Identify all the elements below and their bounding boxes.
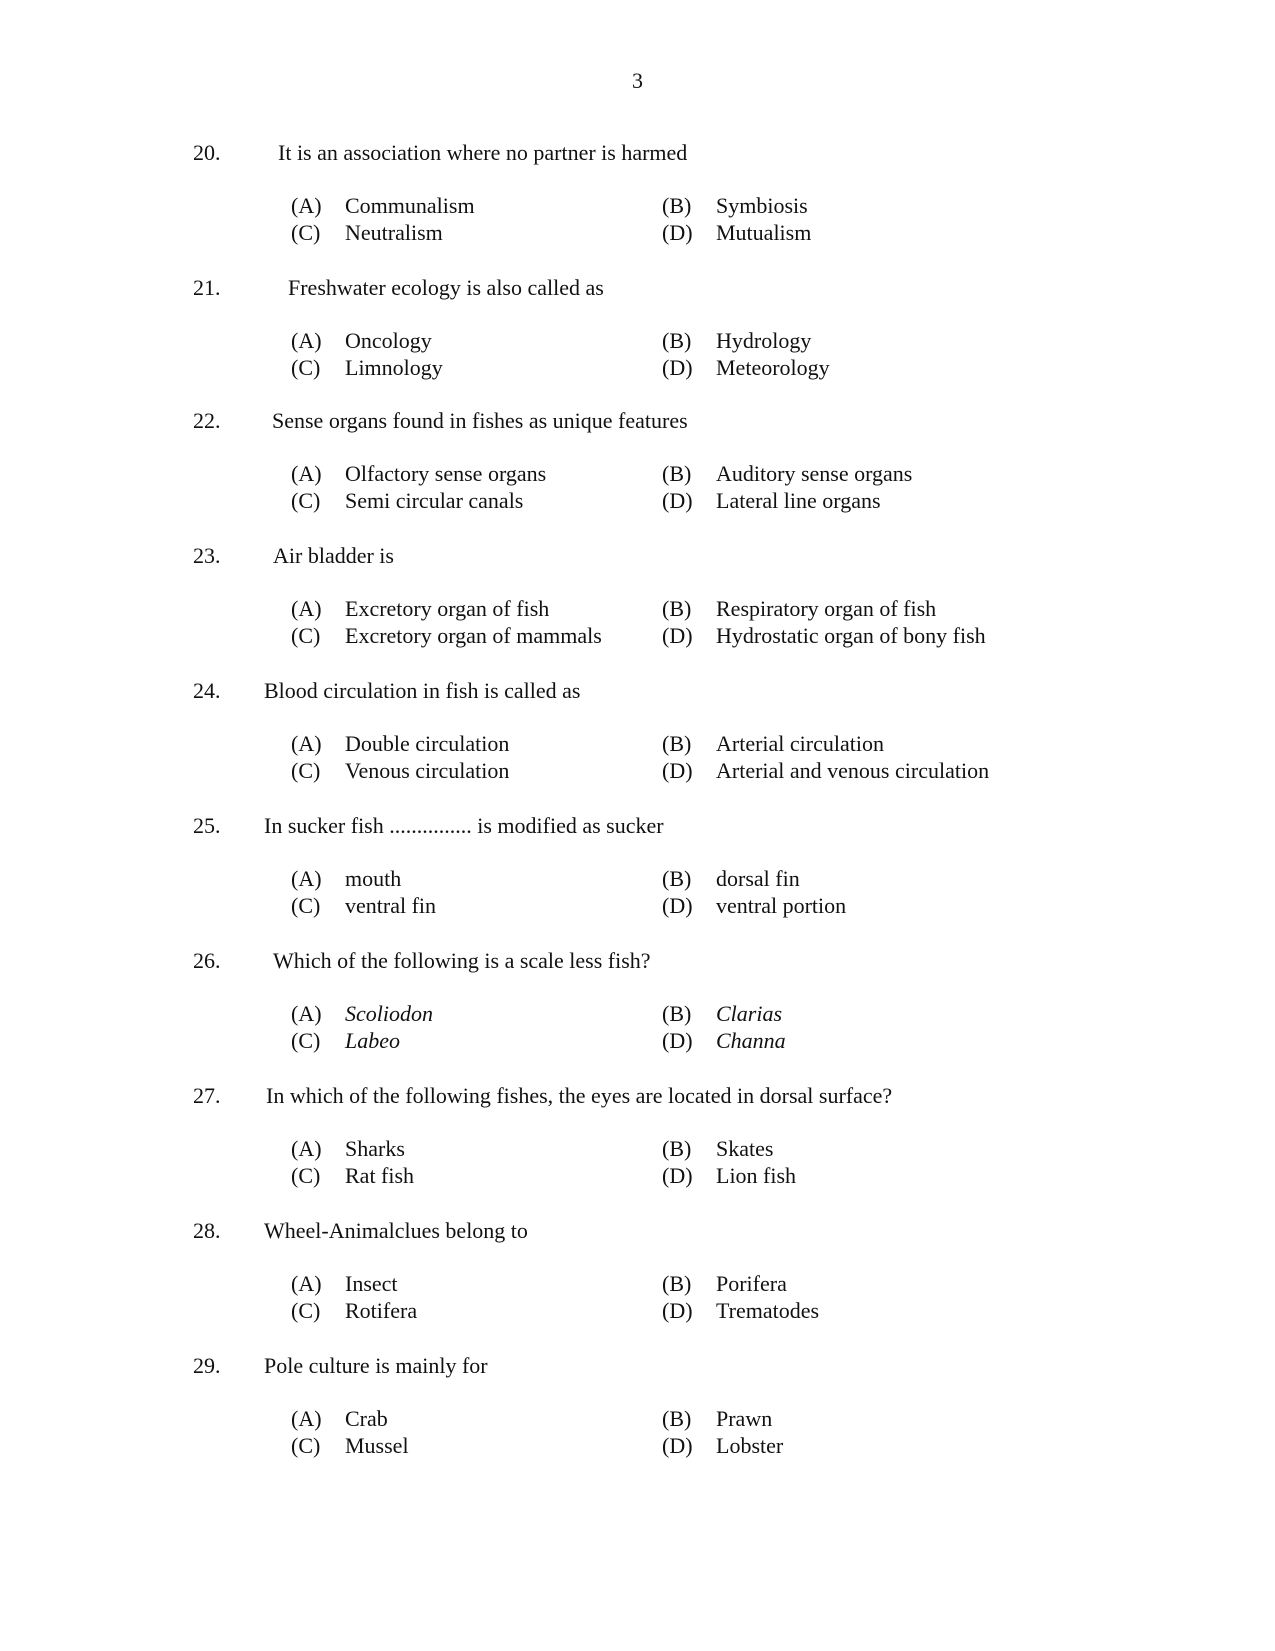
option-letter: (B) — [662, 461, 692, 486]
option-letter: (D) — [662, 1028, 693, 1053]
option-text: Lobster — [716, 1433, 784, 1458]
option-text: Communalism — [345, 193, 475, 218]
option-letter: (A) — [291, 1001, 322, 1026]
option-text: Mussel — [345, 1433, 409, 1458]
option-letter: (C) — [291, 1163, 321, 1188]
option-text: Skates — [716, 1136, 774, 1161]
option-text: Scoliodon — [345, 1001, 433, 1026]
option-letter: (B) — [662, 1406, 692, 1431]
question-number: 24. — [193, 678, 221, 703]
option-letter: (C) — [291, 1433, 321, 1458]
question-22 — [0, 408, 1275, 528]
option-text: Respiratory organ of fish — [716, 596, 937, 621]
option-letter: (B) — [662, 1271, 692, 1296]
option-text: Labeo — [345, 1028, 400, 1053]
question-23 — [0, 543, 1275, 663]
option-text: Clarias — [716, 1001, 783, 1026]
option-letter: (C) — [291, 1028, 321, 1053]
option-text: ventral portion — [716, 893, 847, 918]
option-text: Neutralism — [345, 220, 443, 245]
option-letter: (A) — [291, 193, 322, 218]
option-letter: (C) — [291, 355, 321, 380]
question-28 — [0, 1218, 1275, 1338]
option-text: Semi circular canals — [345, 488, 524, 513]
option-text: ventral fin — [345, 893, 437, 918]
option-text: Mutualism — [716, 220, 812, 245]
option-text: Oncology — [345, 328, 432, 353]
option-text: dorsal fin — [716, 866, 800, 891]
question-number: 28. — [193, 1218, 221, 1243]
question-29 — [0, 1353, 1275, 1473]
option-text: Limnology — [345, 355, 443, 380]
option-letter: (A) — [291, 866, 322, 891]
option-text: Auditory sense organs — [716, 461, 913, 486]
question-27 — [0, 1083, 1275, 1203]
question-text: Blood circulation in fish is called as — [264, 678, 581, 703]
option-letter: (B) — [662, 1136, 692, 1161]
option-letter: (C) — [291, 893, 321, 918]
option-letter: (A) — [291, 461, 322, 486]
option-text: Hydrology — [716, 328, 812, 353]
question-text: It is an association where no partner is harmed — [278, 140, 688, 165]
option-text: Symbiosis — [716, 193, 808, 218]
option-text: Arterial circulation — [716, 731, 884, 756]
option-text: mouth — [345, 866, 402, 891]
option-text: Sharks — [345, 1136, 405, 1161]
question-text: In sucker fish ............... is modified as sucker — [264, 813, 664, 838]
option-letter: (D) — [662, 758, 693, 783]
option-letter: (D) — [662, 1298, 693, 1323]
question-number: 23. — [193, 543, 221, 568]
option-text: Trematodes — [716, 1298, 820, 1323]
question-number: 22. — [193, 408, 221, 433]
option-text: Excretory organ of mammals — [345, 623, 602, 648]
option-letter: (B) — [662, 866, 692, 891]
option-text: Meteorology — [716, 355, 830, 380]
question-25 — [0, 813, 1275, 933]
option-letter: (A) — [291, 731, 322, 756]
option-letter: (D) — [662, 220, 693, 245]
option-letter: (B) — [662, 1001, 692, 1026]
option-text: Channa — [716, 1028, 786, 1053]
question-20 — [0, 140, 1275, 260]
question-26 — [0, 948, 1275, 1068]
page-number: 3 — [632, 68, 643, 93]
option-letter: (A) — [291, 328, 322, 353]
question-text: Sense organs found in fishes as unique features — [272, 408, 688, 433]
option-letter: (D) — [662, 893, 693, 918]
option-text: Porifera — [716, 1271, 787, 1296]
option-letter: (C) — [291, 623, 321, 648]
option-text: Lion fish — [716, 1163, 797, 1188]
option-letter: (C) — [291, 1298, 321, 1323]
option-letter: (B) — [662, 731, 692, 756]
option-text: Hydrostatic organ of bony fish — [716, 623, 986, 648]
option-text: Crab — [345, 1406, 388, 1431]
option-letter: (C) — [291, 220, 321, 245]
option-text: Double circulation — [345, 731, 510, 756]
option-letter: (B) — [662, 193, 692, 218]
option-letter: (C) — [291, 758, 321, 783]
question-text: Air bladder is — [273, 543, 394, 568]
option-text: Insect — [345, 1271, 398, 1296]
option-letter: (A) — [291, 596, 322, 621]
option-text: Lateral line organs — [716, 488, 881, 513]
option-letter: (B) — [662, 596, 692, 621]
question-24 — [0, 678, 1275, 798]
question-number: 20. — [193, 140, 221, 165]
option-text: Prawn — [716, 1406, 773, 1431]
option-letter: (A) — [291, 1406, 322, 1431]
question-text: Wheel-Animalclues belong to — [264, 1218, 528, 1243]
question-number: 26. — [193, 948, 221, 973]
option-letter: (D) — [662, 488, 693, 513]
option-text: Olfactory sense organs — [345, 461, 547, 486]
question-text: In which of the following fishes, the eyes are located in dorsal surface? — [266, 1083, 893, 1108]
question-21 — [0, 275, 1275, 395]
option-letter: (B) — [662, 328, 692, 353]
option-letter: (D) — [662, 355, 693, 380]
option-text: Venous circulation — [345, 758, 510, 783]
question-text: Which of the following is a scale less fish? — [273, 948, 651, 973]
option-text: Arterial and venous circulation — [716, 758, 990, 783]
question-number: 29. — [193, 1353, 221, 1378]
option-letter: (A) — [291, 1271, 322, 1296]
option-letter: (C) — [291, 488, 321, 513]
question-text: Freshwater ecology is also called as — [288, 275, 604, 300]
option-letter: (A) — [291, 1136, 322, 1161]
option-text: Excretory organ of fish — [345, 596, 550, 621]
option-text: Rat fish — [345, 1163, 415, 1188]
question-number: 21. — [193, 275, 221, 300]
question-number: 25. — [193, 813, 221, 838]
option-letter: (D) — [662, 1163, 693, 1188]
option-text: Rotifera — [345, 1298, 418, 1323]
question-text: Pole culture is mainly for — [264, 1353, 488, 1378]
question-number: 27. — [193, 1083, 221, 1108]
option-letter: (D) — [662, 1433, 693, 1458]
option-letter: (D) — [662, 623, 693, 648]
